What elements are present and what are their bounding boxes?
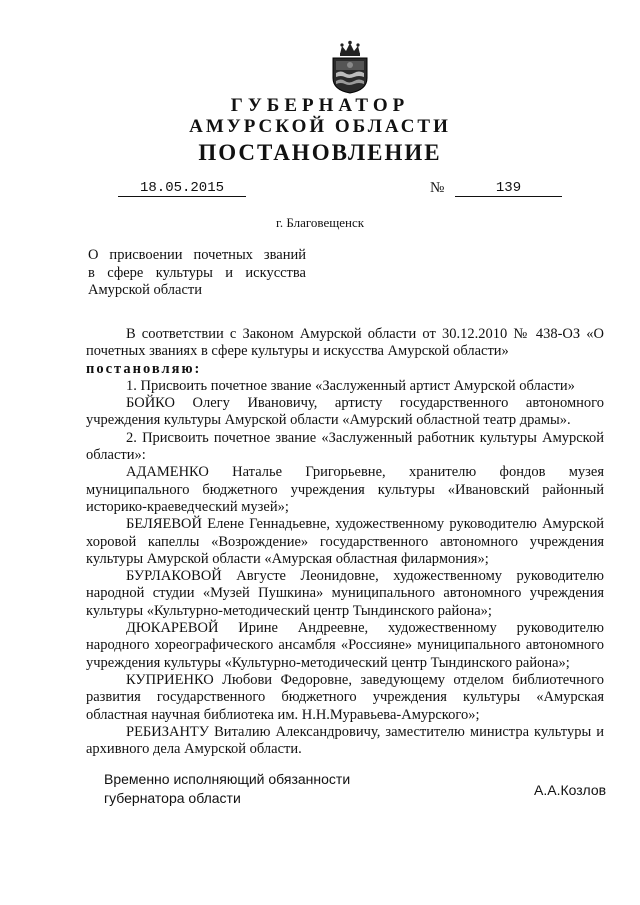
signatory-position-line2: губернатора области <box>104 790 241 806</box>
subject-line: Амурской области <box>88 282 202 298</box>
person-entry: РЕБИЗАНТУ Виталию Александровичу, заместителю министра культуры и архивного дела Амурской области. <box>86 723 604 758</box>
document-date: 18.05.2015 <box>118 180 246 197</box>
preamble-paragraph: В соответствии с Законом Амурской области от 30.12.2010 № 438-ОЗ «О почетных званиях в сфере культуры и искусства Амурской области» <box>86 326 604 360</box>
city-label: г. Благовещенск <box>275 215 365 230</box>
signatory-position <box>104 770 350 808</box>
document-subject <box>88 247 306 300</box>
person-entry: ДЮКАРЕВОЙ Ирине Андреевне, художественному руководителю народного хореографического ансамбля «Россияне» муниципального автономного учреждения культуры «Культурно-методический центр Тындинского района»; <box>86 620 604 671</box>
document-type-title: ПОСТАНОВЛЕНИЕ <box>198 140 442 165</box>
number-sign: № <box>430 180 445 196</box>
document-number: 139 <box>455 180 562 197</box>
subject-line: в сфере культуры и искусства <box>88 264 306 281</box>
person-entry: БУРЛАКОВОЙ Августе Леонидовне, художественному руководителю народной студии «Музей Пушкина» муниципального автономного учреждения культуры «Культурно-методический центр Тындинского района»; <box>86 568 604 619</box>
item-1-person: БОЙКО Олегу Ивановичу, артисту государственного автономного учреждения культуры Амурской области «Амурский областной театр драмы». <box>86 395 604 429</box>
header-region: АМУРСКОЙ ОБЛАСТИ <box>189 116 451 137</box>
subject-line: О присвоении почетных званий <box>88 247 306 263</box>
document-body <box>86 326 604 758</box>
item-1: 1. Присвоить почетное звание «Заслуженный артист Амурской области» <box>126 377 575 394</box>
item-2: 2. Присвоить почетное звание «Заслуженный работник культуры Амурской области»: <box>86 429 604 464</box>
resolve-word: постановляю: <box>86 360 202 377</box>
signatory-name: А.А.Козлов <box>534 782 607 798</box>
person-entry: БЕЛЯЕВОЙ Елене Геннадьевне, художественному руководителю Амурской хоровой капеллы «Возрождение» государственного автономного учреждения культуры Амурской области «Амурская областная филармония»; <box>86 516 604 567</box>
person-entry: АДАМЕНКО Наталье Григорьевне, хранителю фондов музея муниципального бюджетного учреждения культуры «Ивановский районный историко-краеведческий музей»; <box>86 464 604 515</box>
coat-of-arms-icon <box>327 40 373 94</box>
signatory-position-line1: Временно исполняющий обязанности <box>104 771 351 787</box>
header-governor: ГУБЕРНАТОР <box>230 95 410 116</box>
person-entry: КУПРИЕНКО Любови Федоровне, заведующему отделом библиотечного развития государственного бюджетного учреждения культуры «Амурская областная научная библиотека им. Н.Н.Муравьева-Амурского»; <box>86 671 604 723</box>
